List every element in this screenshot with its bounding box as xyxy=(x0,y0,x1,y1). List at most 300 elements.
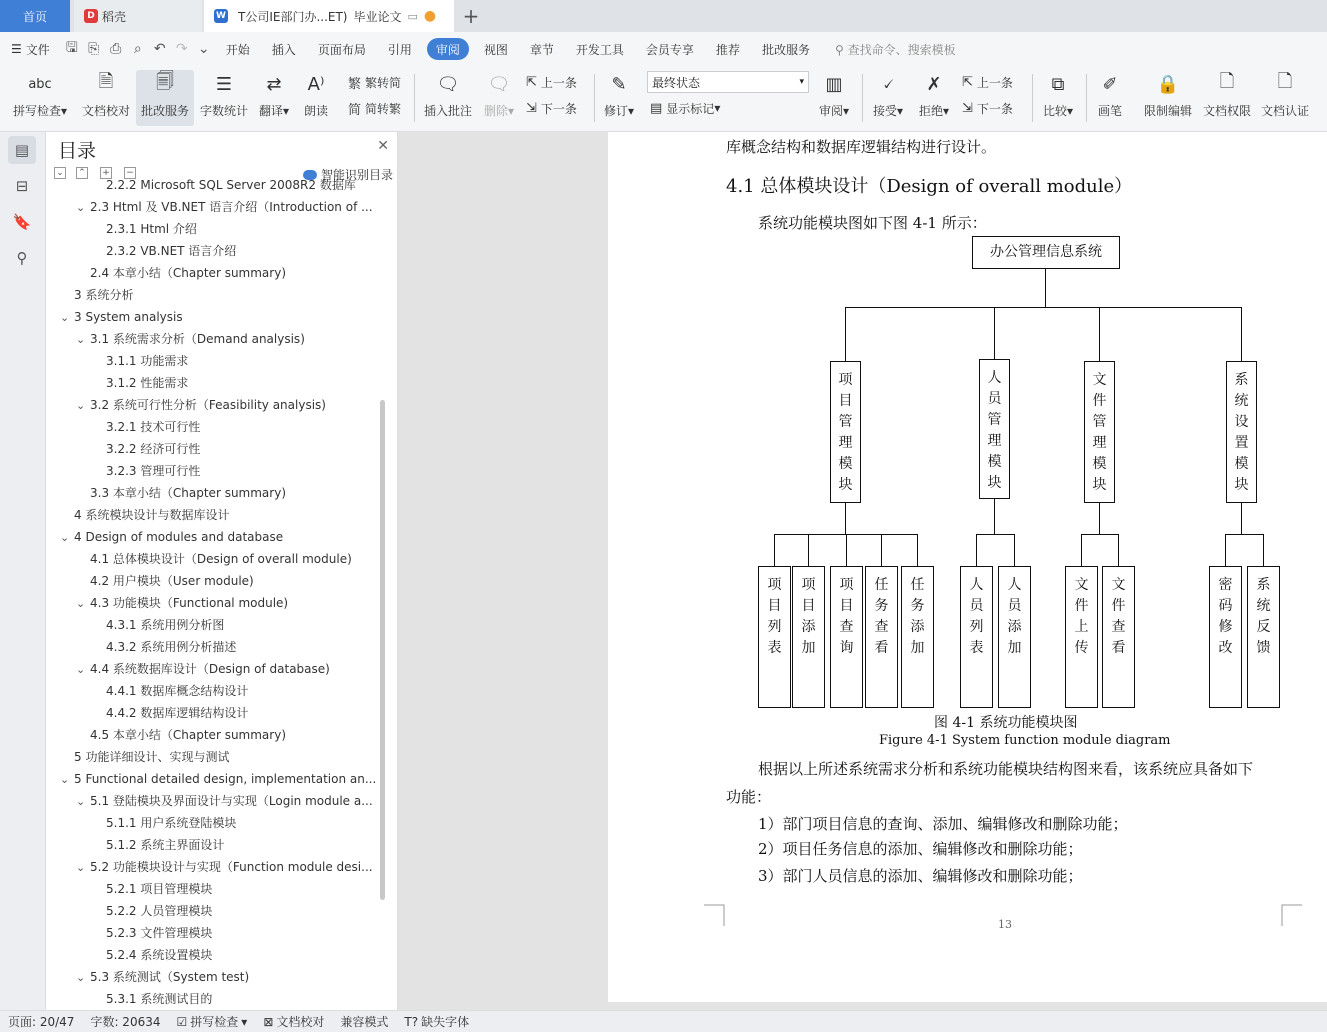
box-char: 文 xyxy=(1111,577,1126,593)
trad-to-simp-label: 繁转简 xyxy=(365,75,402,90)
insert-comment-button[interactable] xyxy=(420,70,476,126)
monitor-icon[interactable]: ▭ xyxy=(407,9,418,23)
paragraph-line: 库概念结构和数据库逻辑结构进行设计。 xyxy=(726,138,997,156)
next-comment-icon: ⇲ xyxy=(526,100,537,116)
toc-item[interactable] xyxy=(60,306,183,328)
box-char: 查 xyxy=(839,619,854,635)
simp-to-trad-label: 简转繁 xyxy=(365,101,402,116)
more-icon[interactable]: ⌄ xyxy=(197,41,210,57)
toc-item[interactable] xyxy=(106,812,236,834)
tab-home-label: 首页 xyxy=(22,9,47,24)
read-aloud-button[interactable] xyxy=(298,70,334,126)
box-char: 码 xyxy=(1218,598,1233,614)
chevron-down-icon[interactable]: ⌄ xyxy=(76,663,86,676)
chevron-down-icon: ▾ xyxy=(799,77,804,87)
box-char: 员 xyxy=(1007,598,1022,614)
toc-item[interactable] xyxy=(76,966,249,988)
toc-item[interactable] xyxy=(90,724,286,746)
proofread-status-icon: ⊠ xyxy=(263,1014,274,1029)
box-char: 员 xyxy=(969,598,984,614)
expand-all-icon[interactable]: ⌃ xyxy=(76,167,88,179)
final-state-value: 最终状态 xyxy=(652,75,701,90)
toc-item[interactable] xyxy=(106,174,356,196)
box-char: 文 xyxy=(1074,577,1089,593)
margin-corner-mark xyxy=(1280,904,1302,926)
toc-item-label: 3.2.2 经济可行性 xyxy=(106,442,201,456)
connector-line xyxy=(808,534,809,566)
compare-button[interactable]: ⧉ 比较▾ xyxy=(1038,70,1078,126)
toc-panel-icon[interactable]: ▤ xyxy=(8,136,36,164)
box-char: 模 xyxy=(1092,456,1107,472)
next-comment-button[interactable] xyxy=(526,98,577,118)
menu-chapter[interactable]: 章节 xyxy=(529,42,554,57)
print-icon[interactable]: ⎙ xyxy=(110,41,122,57)
box-char: 管 xyxy=(987,412,1002,428)
box-char: 件 xyxy=(1074,598,1089,614)
track-changes-icon: ✎ xyxy=(611,73,627,95)
prev-comment-icon: ⇱ xyxy=(526,74,537,90)
proofread-status[interactable] xyxy=(255,1013,332,1030)
menu-recommend[interactable]: 推荐 xyxy=(715,42,740,57)
box-char: 项 xyxy=(839,577,854,593)
proofread-icon: 🗎 xyxy=(98,71,114,92)
toc-item[interactable] xyxy=(106,438,200,460)
toc-scrollbar[interactable] xyxy=(380,400,385,900)
toc-item[interactable] xyxy=(106,922,212,944)
box-char: 人 xyxy=(987,370,1002,386)
prev-comment-button[interactable] xyxy=(526,72,577,92)
next-change-button[interactable] xyxy=(962,98,1013,118)
connector-line xyxy=(1241,503,1242,534)
doc-certify-label: 文档认证 xyxy=(1260,104,1309,118)
separator xyxy=(594,74,595,122)
tab-daoke[interactable] xyxy=(74,0,202,32)
toc-item-label: 5.1.2 系统主界面设计 xyxy=(106,838,225,852)
bookmark-icon[interactable]: 🔖 xyxy=(12,213,32,231)
toc-item-label: 3.1 系统需求分析（Demand analysis) xyxy=(90,332,305,346)
search-placeholder: 查找命令、搜索模板 xyxy=(847,42,956,57)
undo-icon[interactable]: ↶ xyxy=(153,41,166,57)
restrict-editing-label: 限制编辑 xyxy=(1143,104,1192,118)
word-count-indicator[interactable] xyxy=(82,1013,168,1030)
toc-item[interactable] xyxy=(90,262,286,284)
toc-item-label: 4.1 总体模块设计（Design of overall module) xyxy=(90,552,352,566)
box-char: 任 xyxy=(910,577,925,593)
box-char: 加 xyxy=(801,640,816,656)
toc-item-label: 3.1.1 功能需求 xyxy=(106,354,189,368)
spell-check-toggle[interactable]: ☑ 拼写检查 ▾ xyxy=(176,1014,248,1029)
track-changes-button[interactable]: ✎ 修订▾ xyxy=(600,70,638,126)
box-char: 反 xyxy=(1256,619,1271,635)
command-search[interactable] xyxy=(835,41,956,58)
box-char: 添 xyxy=(1007,619,1022,635)
box-char: 改 xyxy=(1218,640,1233,656)
compare-label: 比较 xyxy=(1042,104,1067,118)
review-pane-label: 审阅 xyxy=(818,104,843,118)
module-box xyxy=(1084,361,1115,503)
final-state-select[interactable] xyxy=(647,71,809,93)
reject-icon: ✗ xyxy=(926,73,942,95)
menu-bar xyxy=(0,32,1327,66)
box-char: 统 xyxy=(1234,393,1249,409)
connector-line xyxy=(1241,307,1242,361)
toc-item[interactable] xyxy=(90,482,286,504)
toc-item[interactable] xyxy=(106,834,224,856)
toc-item[interactable] xyxy=(90,548,352,570)
pen-label: 画笔 xyxy=(1097,104,1122,118)
accept-button[interactable]: 🗸 接受▾ xyxy=(868,70,908,126)
doc-certify-button[interactable] xyxy=(1258,70,1312,126)
module-box xyxy=(1226,361,1257,503)
box-char: 加 xyxy=(910,640,925,656)
tab-bar xyxy=(0,0,1327,32)
toc-item[interactable] xyxy=(106,240,236,262)
daoke-icon: D xyxy=(84,9,98,23)
section-heading: 4.1 总体模块设计（Design of overall module） xyxy=(726,176,1133,197)
toc-item-label: 5.2.1 项目管理模块 xyxy=(106,882,213,896)
connector-line xyxy=(774,534,775,566)
box-char: 模 xyxy=(838,456,853,472)
accept-label: 接受 xyxy=(872,104,897,118)
accept-icon: 🗸 xyxy=(881,73,895,95)
show-markup-button[interactable]: ▤ 显示标记 ▾ xyxy=(650,100,721,116)
toc-item-label: 3 System analysis xyxy=(74,310,183,324)
connector-line xyxy=(976,534,1015,535)
correction-service-label: 批改服务 xyxy=(140,104,189,118)
figure-caption-cn: 图 4-1 系统功能模块图 xyxy=(934,715,1078,731)
pen-button[interactable] xyxy=(1092,70,1128,126)
toc-item[interactable] xyxy=(76,592,288,614)
toc-item-label: 4.4.2 数据库逻辑结构设计 xyxy=(106,706,249,720)
chevron-down-icon[interactable]: ⌄ xyxy=(76,861,86,874)
toc-item[interactable] xyxy=(74,746,229,768)
connector-line xyxy=(994,499,995,534)
simp-to-trad-button[interactable] xyxy=(348,98,401,118)
toc-item[interactable] xyxy=(74,284,133,306)
toc-item-label: 5 功能详细设计、实现与测试 xyxy=(74,750,230,764)
navigation-strip xyxy=(0,132,46,1010)
toc-item[interactable] xyxy=(76,196,373,218)
toc-item-label: 3.2.1 技术可行性 xyxy=(106,420,201,434)
toc-item[interactable] xyxy=(76,394,326,416)
redo-icon[interactable]: ↷ xyxy=(175,41,188,57)
toc-item[interactable] xyxy=(106,460,200,482)
toc-item-label: 5.2 功能模块设计与实现（Function module desi... xyxy=(90,860,373,874)
box-char: 上 xyxy=(1074,619,1089,635)
box-char: 表 xyxy=(767,640,782,656)
box-char: 件 xyxy=(1092,393,1107,409)
missing-font-button[interactable] xyxy=(396,1013,477,1030)
checkbox-icon: ☑ xyxy=(176,1014,188,1029)
correction-service-icon: 🗐 xyxy=(156,71,174,92)
box-char: 理 xyxy=(1092,435,1107,451)
toc-item-label: 3.1.2 性能需求 xyxy=(106,376,189,390)
connector-line xyxy=(1081,534,1119,535)
list-item: 1）部门项目信息的查询、添加、编辑修改和删除功能； xyxy=(758,815,1128,833)
box-char: 统 xyxy=(1256,598,1271,614)
box-char: 设 xyxy=(1234,414,1249,430)
proofread-button[interactable] xyxy=(78,70,134,126)
translate-button[interactable]: ⇄ 翻译▾ xyxy=(254,70,294,126)
correction-service-button[interactable] xyxy=(136,70,194,126)
toc-item-label: 5 Functional detailed design, implementation an... xyxy=(74,772,377,786)
connector-line xyxy=(845,503,846,534)
proofread-status-label: 文档校对 xyxy=(276,1015,325,1029)
connector-line xyxy=(1099,503,1100,534)
word-count-indicator-label: 字数: 20634 xyxy=(90,1015,161,1029)
connector-line xyxy=(976,534,977,566)
submodule-box xyxy=(998,566,1031,708)
box-char: 块 xyxy=(838,477,853,493)
toc-item-label: 2.2.2 Microsoft SQL Server 2008R2 数据库 xyxy=(106,178,356,192)
toc-item[interactable] xyxy=(106,218,197,240)
toc-item-label: 3.2 系统可行性分析（Feasibility analysis) xyxy=(90,398,326,412)
unsaved-dot-icon: ● xyxy=(423,8,437,24)
box-char: 模 xyxy=(987,454,1002,470)
box-char: 目 xyxy=(767,598,782,614)
toc-item[interactable] xyxy=(106,988,212,1010)
box-char: 项 xyxy=(767,577,782,593)
trad-to-simp-icon: 繁 xyxy=(348,76,362,92)
file-menu[interactable] xyxy=(0,38,61,60)
chevron-down-icon[interactable]: ⌄ xyxy=(76,201,86,214)
chevron-down-icon[interactable]: ⌄ xyxy=(76,399,86,412)
toc-item-label: 5.1 登陆模块及界面设计与实现（Login module a... xyxy=(90,794,373,808)
translate-icon: ⇄ xyxy=(266,73,282,95)
module-box xyxy=(830,361,861,503)
tab-daoke-label: 稻壳 xyxy=(102,9,127,24)
doc-permission-label: 文档权限 xyxy=(1202,104,1251,118)
box-char: 理 xyxy=(838,435,853,451)
compare-icon: ⧉ xyxy=(1051,73,1065,95)
connector-line xyxy=(1263,534,1264,566)
trad-to-simp-button[interactable] xyxy=(348,72,401,92)
chapter-nav-icon[interactable]: ⊟ xyxy=(15,177,29,195)
prev-change-button[interactable] xyxy=(962,72,1013,92)
new-tab-button[interactable]: + xyxy=(462,4,480,28)
spell-check-toggle-label: 拼写检查 xyxy=(190,1015,239,1029)
spell-check-label: 拼写检查 xyxy=(12,104,61,118)
menu-start[interactable]: 开始 xyxy=(225,42,250,57)
toc-item[interactable] xyxy=(106,636,236,658)
box-char: 列 xyxy=(969,619,984,635)
diagram-root-box: 办公管理信息系统 xyxy=(972,236,1120,269)
toc-panel xyxy=(46,132,398,1010)
toc-item-label: 5.2.4 系统设置模块 xyxy=(106,948,213,962)
spell-check-button[interactable]: abc 拼写检查▾ xyxy=(8,70,72,126)
toc-item[interactable] xyxy=(76,856,373,878)
toc-list xyxy=(46,178,386,1010)
chevron-down-icon[interactable]: ⌄ xyxy=(76,597,86,610)
box-char: 块 xyxy=(1092,477,1107,493)
toc-item-label: 4.2 用户模块（User module) xyxy=(90,574,254,588)
word-count-icon: ☰ xyxy=(215,73,233,95)
submodule-box xyxy=(1065,566,1098,708)
box-char: 表 xyxy=(969,640,984,656)
menu-reference[interactable]: 引用 xyxy=(387,42,412,57)
read-aloud-label: 朗读 xyxy=(303,104,328,118)
prev-change-label: 上一条 xyxy=(976,75,1013,90)
box-char: 管 xyxy=(1092,414,1107,430)
doc-certify-icon: 🗋 xyxy=(1277,71,1293,92)
page-number: 13 xyxy=(998,918,1012,931)
menu-correction[interactable]: 批改服务 xyxy=(761,42,810,57)
toc-item[interactable] xyxy=(106,680,248,702)
page-indicator[interactable] xyxy=(0,1013,82,1030)
smart-toc-label: 智能识别目录 xyxy=(320,168,393,182)
compat-mode-label: 兼容模式 xyxy=(340,1015,389,1029)
preview-icon[interactable]: ⌕ xyxy=(133,41,142,57)
toc-item-label: 3.3 本章小结（Chapter summary) xyxy=(90,486,286,500)
next-change-icon: ⇲ xyxy=(962,100,973,116)
doc-permission-button[interactable] xyxy=(1200,70,1254,126)
chevron-down-icon[interactable]: ⌄ xyxy=(76,333,86,346)
connector-line xyxy=(1118,534,1119,566)
menu-layout[interactable]: 页面布局 xyxy=(317,42,366,57)
submodule-box xyxy=(1102,566,1135,708)
list-item: 2）项目任务信息的添加、编辑修改和删除功能； xyxy=(758,840,1083,858)
remove-item-icon[interactable]: − xyxy=(124,167,136,179)
chevron-down-icon[interactable]: ⌄ xyxy=(76,971,86,984)
tab-home[interactable] xyxy=(0,0,70,32)
delete-comment-button[interactable]: 🗨 删除▾ xyxy=(480,70,518,126)
toc-item-label: 3 系统分析 xyxy=(74,288,134,302)
chevron-down-icon[interactable]: ⌄ xyxy=(60,531,70,544)
box-char: 加 xyxy=(1007,640,1022,656)
save-icon[interactable]: 🖫 xyxy=(65,40,78,56)
add-item-icon[interactable]: + xyxy=(100,167,112,179)
connector-line xyxy=(845,307,846,361)
separator xyxy=(414,74,415,122)
document-page xyxy=(608,132,1327,1002)
box-char: 务 xyxy=(910,598,925,614)
submodule-box xyxy=(1247,566,1280,708)
toc-item[interactable] xyxy=(106,702,248,724)
toc-item[interactable] xyxy=(60,526,283,548)
reject-button[interactable]: ✗ 拒绝▾ xyxy=(914,70,954,126)
connector-line xyxy=(845,307,1241,308)
tab-document[interactable] xyxy=(204,0,454,32)
toc-item[interactable] xyxy=(76,328,305,350)
chevron-down-icon[interactable]: ⌄ xyxy=(76,795,86,808)
toc-item[interactable] xyxy=(106,944,212,966)
toc-item[interactable] xyxy=(74,504,229,526)
box-char: 目 xyxy=(801,598,816,614)
toc-title: 目录 xyxy=(58,140,97,162)
show-markup-label: 显示标记 xyxy=(666,101,715,116)
delete-comment-icon: 🗨 xyxy=(487,73,511,95)
toc-item-label: 2.4 本章小结（Chapter summary) xyxy=(90,266,286,280)
module-box xyxy=(979,359,1010,499)
export-icon[interactable]: ⎘ xyxy=(88,41,100,57)
connector-line xyxy=(1045,269,1046,307)
toc-item[interactable] xyxy=(76,658,330,680)
chevron-down-icon[interactable]: ⌄ xyxy=(60,773,70,786)
margin-corner-mark xyxy=(704,904,726,926)
find-icon[interactable]: ⚲ xyxy=(16,249,28,267)
box-char: 密 xyxy=(1218,577,1233,593)
toc-item[interactable] xyxy=(106,614,224,636)
menu-member[interactable]: 会员专享 xyxy=(645,42,694,57)
word-count-label: 字数统计 xyxy=(199,104,248,118)
doc-permission-icon: 🗋 xyxy=(1219,71,1235,92)
box-char: 项 xyxy=(801,577,816,593)
menu-insert[interactable]: 插入 xyxy=(271,42,296,57)
connector-line xyxy=(1099,307,1100,361)
tab-doc-label: T公司IE部门办...ET) xyxy=(238,9,348,24)
separator xyxy=(862,74,863,122)
box-char: 修 xyxy=(1218,619,1233,635)
submodule-box xyxy=(960,566,993,708)
connector-line xyxy=(1014,534,1015,566)
next-comment-label: 下一条 xyxy=(540,101,577,116)
toc-item[interactable] xyxy=(106,372,188,394)
chevron-down-icon[interactable]: ⌄ xyxy=(60,311,70,324)
box-char: 传 xyxy=(1074,640,1089,656)
list-item: 3）部门人员信息的添加、编辑修改和删除功能； xyxy=(758,867,1083,885)
toc-item[interactable] xyxy=(76,790,373,812)
box-char: 块 xyxy=(987,475,1002,491)
menu-devtools[interactable]: 开发工具 xyxy=(575,42,624,57)
paragraph-line: 根据以上所述系统需求分析和系统功能模块结构图来看，该系统应具备如下 xyxy=(758,760,1254,778)
page-indicator-label: 页面: 20/47 xyxy=(8,1015,75,1029)
menu-review[interactable]: 审阅 xyxy=(427,38,469,60)
connector-line xyxy=(994,307,995,359)
box-char: 人 xyxy=(969,577,984,593)
translate-label: 翻译 xyxy=(258,104,283,118)
connector-line xyxy=(1225,534,1226,566)
connector-line xyxy=(917,534,918,566)
box-char: 目 xyxy=(839,598,854,614)
collapse-all-icon[interactable]: ⌄ xyxy=(54,167,66,179)
word-count-button[interactable] xyxy=(196,70,252,126)
submodule-box xyxy=(901,566,934,708)
box-char: 文 xyxy=(1092,372,1107,388)
close-icon[interactable]: ✕ xyxy=(377,138,389,154)
toc-item[interactable] xyxy=(106,878,212,900)
toc-item-label: 4.3.2 系统用例分析描述 xyxy=(106,640,237,654)
review-pane-button[interactable]: ▥ 审阅▾ xyxy=(814,70,854,126)
toc-item-label: 3.2.3 管理可行性 xyxy=(106,464,201,478)
spell-check-icon: abc xyxy=(28,76,52,92)
track-changes-label: 修订 xyxy=(603,104,628,118)
toc-item[interactable] xyxy=(90,570,254,592)
toc-item[interactable] xyxy=(106,350,188,372)
box-char: 置 xyxy=(1234,435,1249,451)
menu-view[interactable]: 视图 xyxy=(483,42,508,57)
box-char: 人 xyxy=(1007,577,1022,593)
missing-font-label: 缺失字体 xyxy=(421,1015,470,1029)
hamburger-icon: ☰ xyxy=(11,42,22,56)
toc-item[interactable] xyxy=(60,768,376,790)
toc-item[interactable] xyxy=(106,900,212,922)
toc-item-label: 5.3 系统测试（System test) xyxy=(90,970,250,984)
status-bar xyxy=(0,1010,1327,1032)
box-char: 看 xyxy=(1111,640,1126,656)
connector-line xyxy=(881,534,882,566)
connector-line xyxy=(1225,534,1264,535)
submodule-box xyxy=(865,566,898,708)
box-char: 添 xyxy=(801,619,816,635)
submodule-box xyxy=(1209,566,1242,708)
box-char: 目 xyxy=(838,393,853,409)
toc-item-label: 5.1.1 用户系统登陆模块 xyxy=(106,816,237,830)
toc-item[interactable] xyxy=(106,416,200,438)
box-char: 务 xyxy=(874,598,889,614)
restrict-editing-button[interactable] xyxy=(1140,70,1196,126)
box-char: 理 xyxy=(987,433,1002,449)
delete-comment-label: 删除 xyxy=(483,104,508,118)
